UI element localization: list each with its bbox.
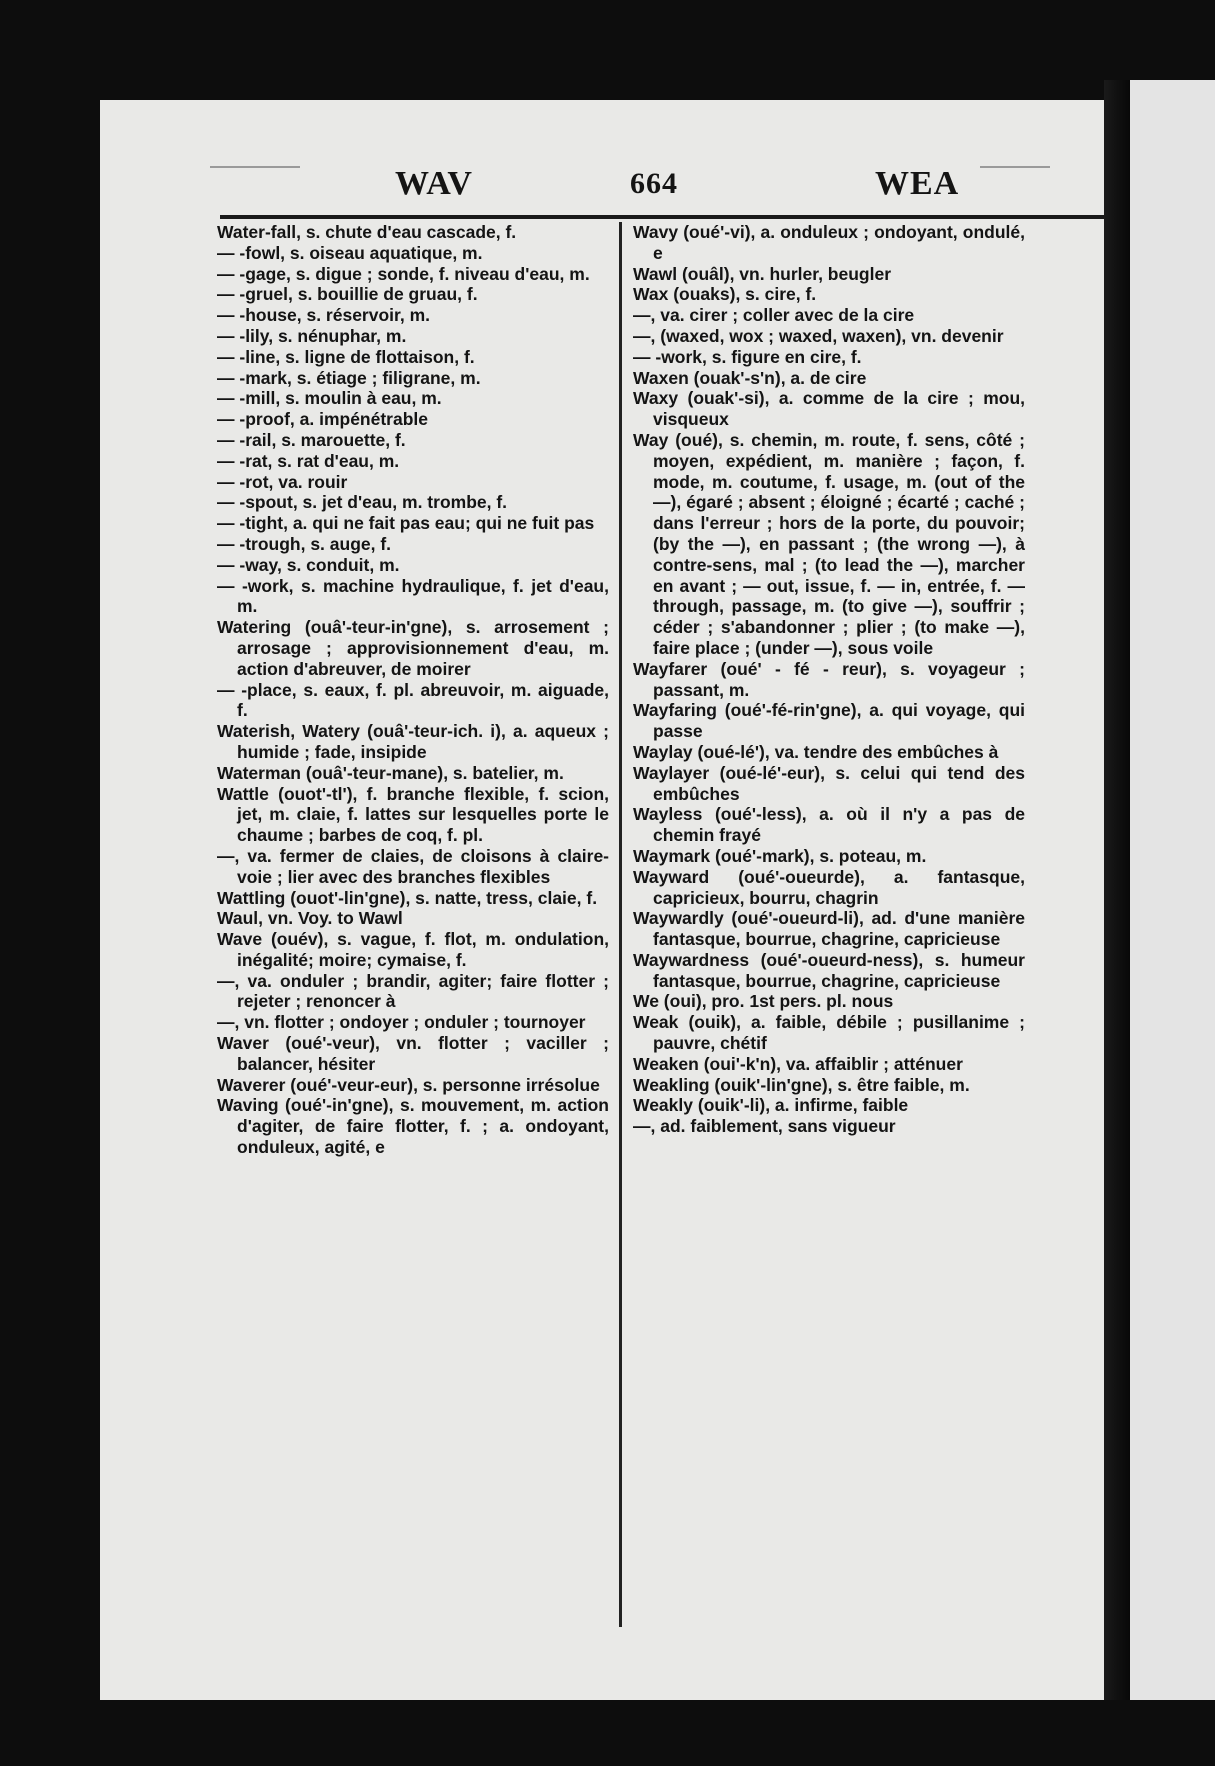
- column-divider: [619, 222, 622, 1627]
- entry-definition: (ouik'-li), a. infirme, faible: [693, 1095, 909, 1116]
- entry-definition: (ouaks), s. cire, f.: [668, 284, 817, 305]
- dictionary-entry: [633, 867, 1025, 909]
- entry-headword: Waterish, Watery: [217, 721, 360, 742]
- entry-headword: Waterman: [217, 762, 301, 783]
- entry-definition: (oué-lé'), va. tendre des embûches à: [692, 741, 999, 762]
- entry-definition: s. jet d'eau, m. trombe, f.: [297, 492, 508, 513]
- dictionary-entry: [633, 326, 1025, 347]
- entry-headword: Wayfarer: [633, 658, 708, 679]
- dictionary-entry: [633, 763, 1025, 805]
- entry-definition: s. figure en cire, f.: [706, 346, 862, 367]
- dictionary-entry: [633, 264, 1025, 285]
- dictionary-entry: [633, 1095, 1025, 1116]
- entry-definition: (ouâ'-teur-in'gne), s. arrosement ; arrosage ; approvisionnement d'eau, m. action d'abreuver, de moirer: [237, 617, 609, 679]
- dictionary-entry: [633, 908, 1025, 950]
- entry-headword: — -rail,: [217, 429, 277, 450]
- entry-definition: (ouik'-lin'gne), s. être faible, m.: [709, 1074, 970, 1095]
- entry-headword: Waywardly: [633, 908, 724, 929]
- entry-headword: — -rat,: [217, 450, 273, 471]
- dictionary-entry: [633, 1075, 1025, 1096]
- dictionary-entry: [217, 1075, 609, 1096]
- entry-headword: Waylayer: [633, 762, 710, 783]
- entry-definition: s. étiage ; filigrane, m.: [291, 367, 481, 388]
- dictionary-entry: [217, 243, 609, 264]
- dictionary-entry: [217, 222, 609, 243]
- entry-headword: Waxy: [633, 388, 679, 409]
- entry-definition: va. fermer de claies, de cloisons à claire-voie ; lier avec des branches flexibles: [237, 845, 609, 887]
- dictionary-entry: [217, 513, 609, 534]
- entry-headword: —,: [217, 970, 240, 991]
- entry-headword: — -gruel,: [217, 284, 293, 305]
- entry-definition: (ouak'-si), a. comme de la cire ; mou, visqueux: [653, 388, 1025, 430]
- entry-definition: (waxed, wox ; waxed, waxen), vn. devenir: [655, 325, 1004, 346]
- top-margin-mark-right: [980, 166, 1050, 168]
- entry-headword: —,: [633, 305, 656, 326]
- dictionary-entry: [633, 742, 1025, 763]
- entry-definition: vn. flotter ; ondoyer ; onduler ; tournoyer: [239, 1012, 586, 1033]
- entry-definition: s. ligne de flottaison, f.: [280, 346, 475, 367]
- page-number: 664: [630, 167, 678, 200]
- entry-definition: (ouâ'-teur-mane), s. batelier, m.: [300, 762, 564, 783]
- entry-headword: Wayward: [633, 866, 710, 887]
- entry-definition: s. oiseau aquatique, m.: [285, 242, 483, 263]
- entry-definition: (ouot'-lin'gne), s. natte, tress, claie, f.: [285, 887, 598, 908]
- dictionary-page: [100, 100, 1104, 1700]
- top-margin-mark: [210, 166, 300, 168]
- entry-headword: —,: [217, 845, 240, 866]
- dictionary-entry: [217, 971, 609, 1013]
- dictionary-entry: [633, 368, 1025, 389]
- entry-headword: Waywardness: [633, 949, 750, 970]
- entry-headword: —,: [633, 325, 656, 346]
- dictionary-entry: [217, 888, 609, 909]
- entry-definition: (ouak'-s'n), a. de cire: [688, 367, 867, 388]
- dictionary-entry: [633, 222, 1025, 264]
- entry-headword: Wattle: [217, 783, 269, 804]
- entry-definition: (ouot'-tl'), f. branche flexible, f. scion, jet, m. claie, f. lattes sur lesquelles porte le chaume ; barbes de coq, f. pl.: [237, 783, 609, 846]
- entry-headword: Weakling: [633, 1074, 710, 1095]
- dictionary-entry: [633, 430, 1025, 659]
- entry-definition: vn. Voy. to Wawl: [263, 908, 403, 929]
- dictionary-entry: [633, 347, 1025, 368]
- entry-headword: Waver: [217, 1033, 269, 1054]
- entry-definition: (oué'-veur-eur), s. personne irrésolue: [285, 1074, 600, 1095]
- entry-headword: Waul,: [217, 908, 264, 929]
- dictionary-entry: [217, 305, 609, 326]
- entry-headword: Wax: [633, 284, 669, 305]
- entry-definition: s. réservoir, m.: [301, 305, 431, 326]
- dictionary-entry: [217, 929, 609, 971]
- entry-definition: va. cirer ; coller avec de la cire: [655, 305, 915, 326]
- dictionary-entry: [217, 326, 609, 347]
- entry-headword: — -way,: [217, 554, 282, 575]
- entry-headword: — -trough,: [217, 533, 306, 554]
- dictionary-entry: [217, 846, 609, 888]
- entry-definition: (oué'-vi), a. onduleux ; ondoyant, ondulé, e: [653, 222, 1025, 263]
- dictionary-entry: [217, 534, 609, 555]
- entry-definition: (oué'-in'gne), s. mouvement, m. action d'agiter, de faire flotter, f. ; a. ondoyant, onduleux, agité, e: [237, 1095, 609, 1158]
- dictionary-entry: [633, 284, 1025, 305]
- dictionary-entry: [217, 472, 609, 493]
- entry-headword: — -proof,: [217, 409, 295, 430]
- entry-definition: (ouâ'-teur-ich. i), a. aqueux ; humide ; fade, insipide: [237, 721, 609, 762]
- entry-headword: Wayfaring: [633, 700, 717, 721]
- entry-headword: — -rot,: [217, 471, 274, 492]
- entry-definition: s. eaux, f. pl. abreuvoir, m. aiguade, f.: [237, 679, 609, 721]
- entry-definition: s. moulin à eau, m.: [280, 388, 442, 409]
- entry-headword: Wayless: [633, 804, 703, 825]
- dictionary-entry: [217, 784, 609, 846]
- dictionary-entry: [217, 763, 609, 784]
- dictionary-entry: [633, 388, 1025, 430]
- dictionary-entry: [633, 1054, 1025, 1075]
- entry-headword: Waxen: [633, 367, 689, 388]
- entry-headword: Waylay: [633, 741, 693, 762]
- dictionary-entry: [217, 617, 609, 679]
- dictionary-entry: [633, 991, 1025, 1012]
- guide-word-right: WEA: [875, 165, 960, 202]
- entry-headword: — -mark,: [217, 367, 292, 388]
- entry-definition: (oué'-mark), s. poteau, m.: [710, 845, 927, 866]
- page-header: [350, 164, 970, 204]
- entry-headword: Weaken: [633, 1053, 699, 1074]
- entry-headword: —,: [633, 1116, 656, 1137]
- entry-definition: a. impénétrable: [294, 409, 429, 430]
- entry-definition: s. marouette, f.: [276, 429, 406, 450]
- entry-headword: — -place,: [217, 679, 297, 700]
- entry-headword: Wavy: [633, 222, 679, 242]
- entry-headword: — -line,: [217, 346, 281, 367]
- entry-headword: — -tight,: [217, 513, 288, 534]
- entry-definition: ad. faiblement, sans vigueur: [655, 1116, 896, 1137]
- right-column: [633, 222, 1025, 1137]
- entry-headword: — -lily,: [217, 325, 274, 346]
- dictionary-entry: [633, 305, 1025, 326]
- entry-definition: va. onduler ; brandir, agiter; faire flotter ; rejeter ; renoncer à: [237, 970, 609, 1012]
- entry-headword: Way: [633, 429, 669, 450]
- dictionary-entry: [633, 846, 1025, 867]
- dictionary-entry: [217, 492, 609, 513]
- entry-headword: Weakly: [633, 1095, 693, 1116]
- entry-definition: s. auge, f.: [305, 533, 392, 554]
- entry-headword: Weak: [633, 1012, 679, 1033]
- left-column: [217, 222, 609, 1158]
- entry-headword: — -house,: [217, 305, 302, 326]
- dictionary-entry: [633, 659, 1025, 701]
- dictionary-entry: [633, 1116, 1025, 1137]
- entry-headword: Waving: [217, 1095, 279, 1116]
- entry-definition: s. conduit, m.: [281, 554, 400, 575]
- entry-headword: Wawl: [633, 263, 678, 284]
- dictionary-entry: [633, 804, 1025, 846]
- dictionary-entry: [217, 680, 609, 722]
- entry-definition: (oué' - fé - reur), s. voyageur ; passant, m.: [653, 658, 1025, 700]
- entry-definition: (oué'-oueurd-ness), s. humeur fantasque, bourrue, chagrine, capricieuse: [653, 949, 1025, 991]
- entry-definition: (oué'-less), a. où il n'y a pas de chemin frayé: [653, 804, 1025, 846]
- entry-headword: Watering: [217, 617, 292, 638]
- entry-definition: s. bouillie de gruau, f.: [292, 284, 478, 305]
- entry-headword: — -fowl,: [217, 242, 286, 263]
- dictionary-entry: [217, 908, 609, 929]
- dictionary-entry: [217, 576, 609, 618]
- entry-definition: s. rat d'eau, m.: [272, 450, 400, 471]
- entry-definition: (oué'-fé-rin'gne), a. qui voyage, qui passe: [653, 700, 1025, 742]
- entry-headword: — -spout,: [217, 492, 298, 513]
- entry-definition: s. nénuphar, m.: [273, 325, 407, 346]
- entry-headword: Wave: [217, 929, 263, 950]
- dictionary-entry: [217, 1012, 609, 1033]
- entry-definition: va. rouir: [273, 471, 348, 492]
- header-rule: [220, 215, 1104, 219]
- entry-definition: (oué'-oueurd-li), ad. d'une manière fantasque, bourrue, chagrine, capricieuse: [653, 908, 1025, 950]
- guide-word-left: WAV: [395, 165, 473, 202]
- dictionary-entry: [217, 388, 609, 409]
- entry-definition: (oué'-veur), vn. flotter ; vaciller ; balancer, hésiter: [237, 1033, 609, 1074]
- dictionary-entry: [633, 700, 1025, 742]
- entry-definition: (ouik), a. faible, débile ; pusillanime ; pauvre, chétif: [653, 1012, 1025, 1054]
- dictionary-entry: [217, 1095, 609, 1157]
- entry-headword: We: [633, 991, 659, 1012]
- entry-headword: — -gage,: [217, 263, 291, 284]
- dictionary-entry: [217, 555, 609, 576]
- dictionary-entry: [217, 451, 609, 472]
- dictionary-entry: [217, 264, 609, 285]
- dictionary-entry: [633, 950, 1025, 992]
- entry-headword: — -mill,: [217, 388, 281, 409]
- entry-definition: (oui), pro. 1st pers. pl. nous: [658, 991, 894, 1012]
- dictionary-entry: [217, 1033, 609, 1075]
- entry-definition: (oué-lé'-eur), s. celui qui tend des embûches: [653, 762, 1025, 804]
- entry-definition: s. machine hydraulique, f. jet d'eau, m.: [237, 575, 609, 617]
- entry-headword: — -work,: [633, 346, 707, 367]
- dictionary-entry: [217, 347, 609, 368]
- entry-definition: (oué'-oueurde), a. fantasque, capricieux, bourru, chagrin: [653, 866, 1025, 908]
- dictionary-entry: [217, 721, 609, 763]
- dictionary-entry: [217, 409, 609, 430]
- entry-headword: Wattling: [217, 887, 286, 908]
- entry-headword: Water-fall,: [217, 222, 301, 242]
- dictionary-entry: [217, 368, 609, 389]
- entry-definition: (ouév), s. vague, f. flot, m. ondulation, inégalité; moire; cymaise, f.: [237, 929, 609, 970]
- entry-headword: Waverer: [217, 1074, 286, 1095]
- dictionary-entry: [217, 430, 609, 451]
- entry-definition: s. digue ; sonde, f. niveau d'eau, m.: [290, 263, 590, 284]
- entry-definition: a. qui ne fait pas eau; qui ne fuit pas: [287, 513, 595, 534]
- entry-headword: —,: [217, 1012, 240, 1033]
- entry-definition: (oué), s. chemin, m. route, f. sens, côté ; moyen, expédient, m. manière ; façon, f. mode, m. coutume, f. usage, m. (out of the —), égaré ; absent ; éloigné ; écarté ; caché ; dans l'erreur ; hors de la porte, du pouvoir; (by the —), en passant ; (the wrong —), à contre-sens, mal ; (to lead the —), marcher en avant ; — out, issue, f. — in, entrée, f. — through, passage, m. (to give —), souffrir ; céder ; s'abandonner ; plier ; (to make —), faire place ; (under —), sous voile: [653, 429, 1025, 658]
- entry-definition: (ouâl), vn. hurler, beugler: [677, 263, 892, 284]
- entry-headword: Waymark: [633, 845, 711, 866]
- dictionary-entry: [633, 1012, 1025, 1054]
- entry-headword: — -work,: [217, 575, 294, 596]
- entry-definition: (oui'-k'n), va. affaiblir ; atténuer: [698, 1053, 963, 1074]
- adjacent-page-edge: [1130, 80, 1215, 1700]
- entry-definition: s. chute d'eau cascade, f.: [300, 222, 517, 242]
- dictionary-entry: [217, 284, 609, 305]
